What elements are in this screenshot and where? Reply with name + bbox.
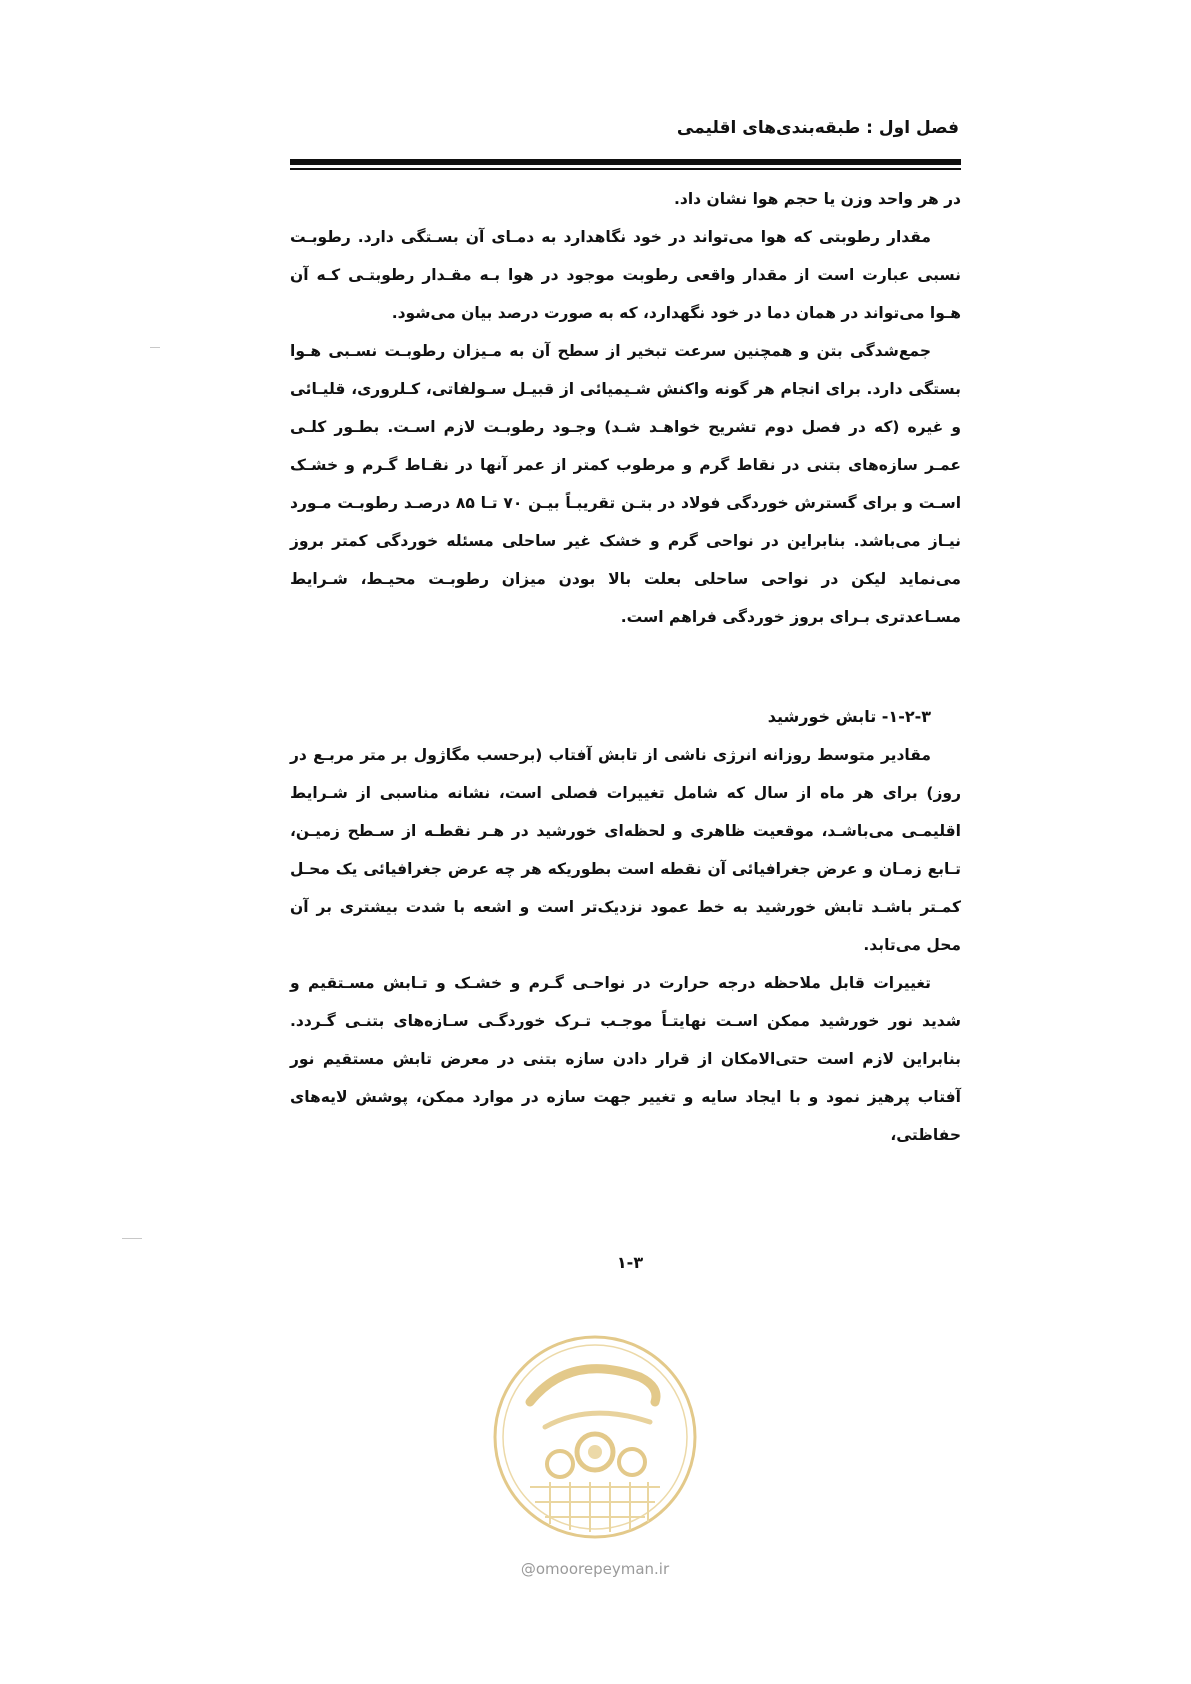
watermark-caption: @omoorepeyman.ir [520, 1560, 670, 1578]
paragraph: مقادیر متوسط روزانه انرژی ناشی از تابش آفتاب (برحسب مگاژول بر متر مربـع در روز) برای هر ماه از سال که شامل تغییرات فصلی است، نشانه مناسبی از شـرایط اقلیمـی می‌باشـد، موقعیت ظاهری و لحظه‌ای خورشید در هـر نقطـه از سـطح زمیـن، تـابع زمـان و عرض جغرافیائی آن نقطه است بطوریکه هر چه عرض جغرافیائی یک محـل کمـتر باشـد تابش خورشید به خط عمود نزدیک‌تر است و اشعه با شدت بیشتری بر آن محل می‌تابد. [290, 746, 961, 954]
paragraph: مقدار رطوبتی که هوا می‌تواند در خود نگاهدارد به دمـای آن بسـتگی دارد. رطوبـت نسبی عبارت است از مقدار واقعی رطوبت موجود در هوا بـه مقـدار رطوبتـی کـه آن هـوا می‌تواند در همان دما در خود نگهدارد، که به صورت درصد بیان می‌شود. [290, 228, 961, 322]
paragraph: جمع‌شدگی بتن و همچنین سرعت تبخیر از سطح آن به مـیزان رطوبـت نسـبی هـوا بستگی دارد. برای انجام هر گونه واکنش شـیمیائی از قبیـل سـولفاتی، کـلروری، قلیـائی و غیره (که در فصل دوم تشریح خواهـد شـد) وجـود رطوبـت لازم اسـت. بطـور کلـی عمـر سازه‌های بتنی در نقاط گرم و مرطوب کمتر از عمر آنها در نقـاط گـرم و خشـک اسـت و برای گسترش خوردگی فولاد در بتـن تقریبـاً بیـن ۷۰ تـا ۸۵ درصـد رطوبـت مـورد نیـاز می‌باشد. بنابراین در نواحی گرم و خشک غیر ساحلی مسئله خوردگی کمتر بروز می‌نماید لیکن در نواحی ساحلی بعلت بالا بودن میزان رطوبـت محیـط، شـرایط مسـاعدتری بـرای بروز خوردگی فراهم است. [290, 342, 962, 626]
scan-mark [122, 1238, 142, 1239]
running-header: فصل اول : طبقه‌بندی‌های اقلیمی [676, 118, 959, 138]
scan-mark [150, 347, 160, 348]
body-text [290, 180, 961, 1154]
page-number: ۱-۳ [616, 1253, 644, 1272]
omoorepeyman-logo-icon [490, 1332, 700, 1542]
paragraph: در هر واحد وزن یا حجم هوا نشان داد. [674, 190, 961, 208]
header-rule-thick [290, 159, 961, 165]
header-rule-thin [290, 168, 961, 170]
section-heading: ۱-۲-۳- تابش خورشید [767, 707, 931, 726]
paragraph: تغییرات قابل ملاحظه درجه حرارت در نواحـی گـرم و خشـک و تـابش مسـتقیم و شدید نور خورشید ممکن اسـت نهایتـاً موجـب تـرک خوردگـی سـازه‌های بتنـی گـردد. بنابراین لازم است حتی‌الامکان از قرار دادن سازه بتنی در معرض تابش مستقیم نور آفتاب پرهیز نمود و با ایجاد سایه و تغییر جهت سازه در موارد ممکن، پوشش لایه‌های حفاظتی، [290, 974, 961, 1144]
